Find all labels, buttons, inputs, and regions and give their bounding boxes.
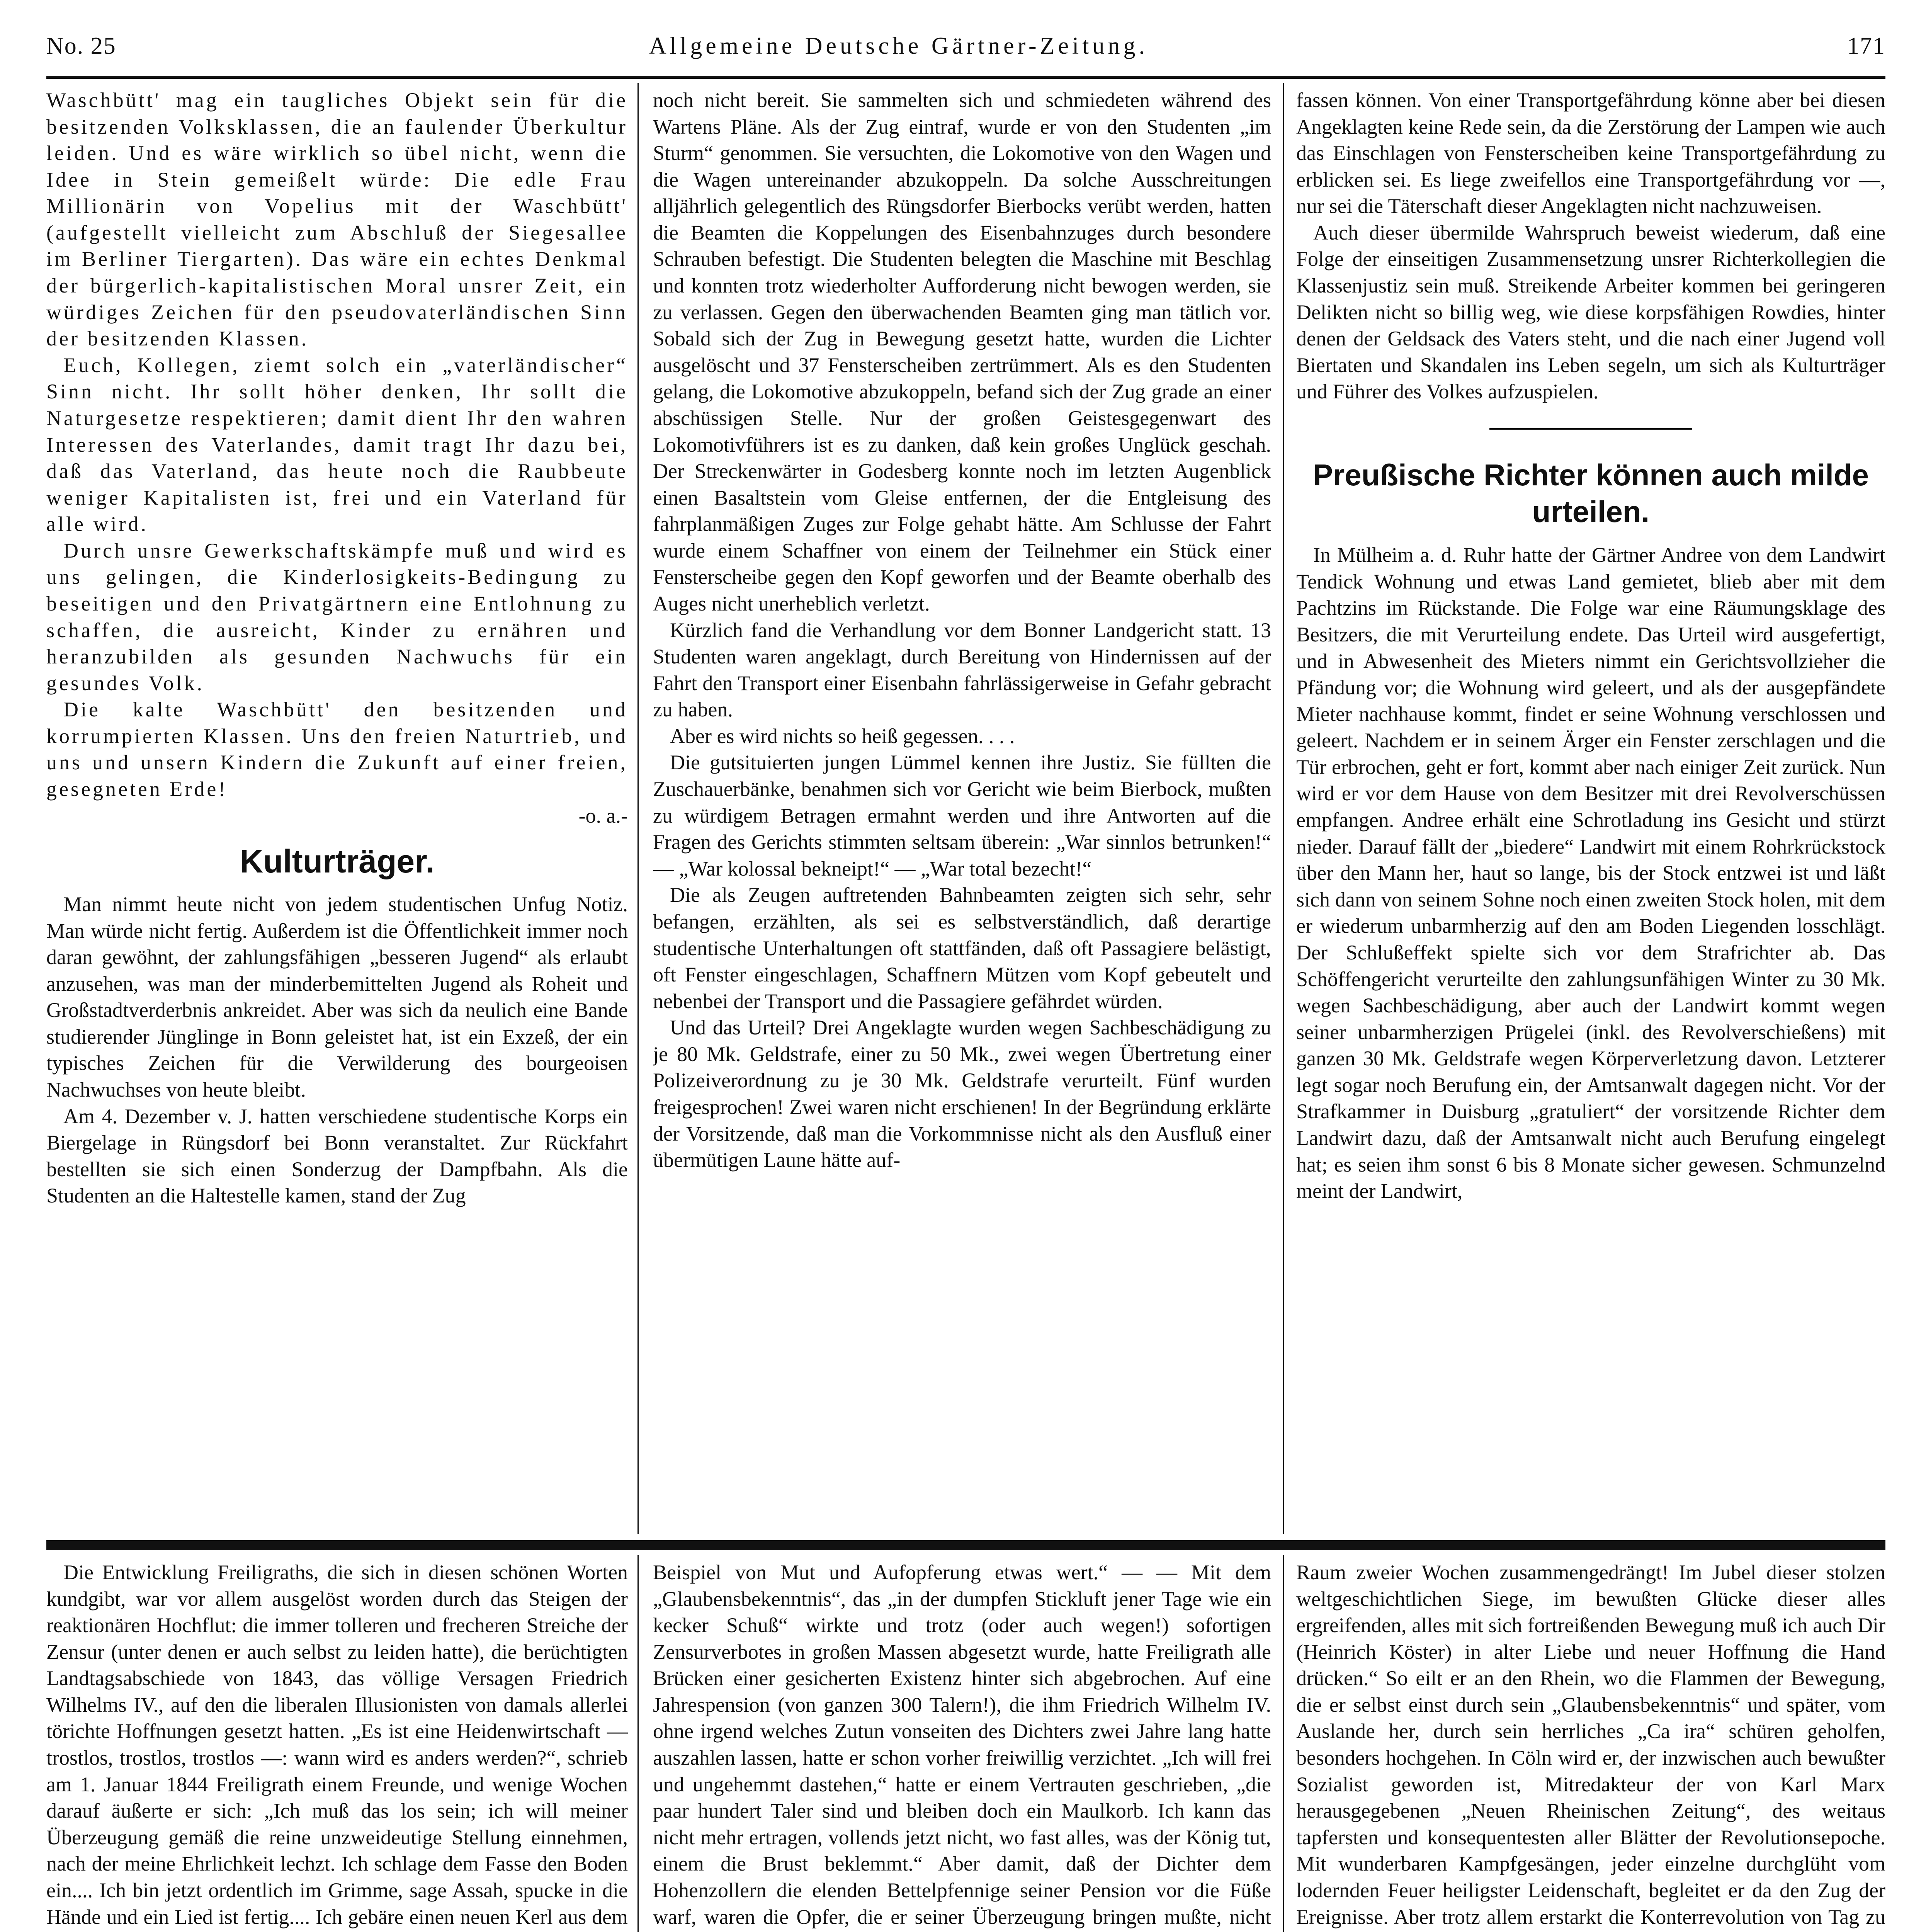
paragraph: Auch dieser übermilde Wahrspruch beweist wiederum, daß eine Folge der einseitigen Zusammensetzung unsrer Richterkollegien die Klassenjustiz sein muß. Streikende Arbeiter kommen bei geringeren Delikten nicht so billig weg, wie diese korpsfähigen Rowdies, hinter denen der Geldsack des Vaters steht, und die nach einer Jugend voll Biertaten und Skandalen ins Leben segeln, um sich als Kulturträger und Führer des Volkes aufzuspielen. [1296, 221, 1885, 403]
paragraph: Raum zweier Wochen zusammengedrängt! Im Jubel dieser stolzen weltgeschichtlichen Siege, im bewußten Glücke dieser alles ergreifenden, alles mit sich fortreißenden Bewegung muß ich auch Dir (Heinrich Köster) in alter Liebe und neuer Hoffnung die Hand drücken.“ So eilt er an den Rhein, wo die Flammen der Bewegung, die er selbst einst durch sein „Glaubensbekenntnis“ und später, vom Auslande her, durch sein herrliches „Ca ira“ schüren geholfen, besonders hochgehen. In Cöln wird er, der inzwischen auch bewußter Sozialist geworden ist, Mitredakteur der von Karl Marx herausgegebenen „Neuen Rheinischen Zeitung“, des weitaus tapfersten und konsequentesten aller Blätter der Revolutionsepoche. Mit wunderbaren Kampfgesängen, jeder einzelne durchglüht vom lodernden Feuer heiligster Leidenschaft, begleitet er da den Zug der Ereignisse. Aber trotz allem erstarkt die Konterrevolution von Tag zu [1296, 1561, 1885, 1929]
paragraph: In Mülheim a. d. Ruhr hatte der Gärtner Andree von dem Landwirt Tendick Wohnung und etwas Land gemietet, blieb aber mit dem Pachtzins im Rückstande. Die Folge war eine Räumungsklage des Besitzers, die mit Verurteilung endete. Das Urteil wird ausgefertigt, und in Abwesenheit des Mieters nimmt ein Gerichtsvollzieher die Pfändung vor; die Wohnung wird geleert, und als der ausgepfändete Mieter nachhause kommt, findet er seine Wohnung verschlossen und geleert. Nachdem er in seinem Ärger ein Fenster zerschlagen und die Tür erbrochen, geht er fort, kommt aber nach einiger Zeit zurück. Nun wird er vor dem Hause von dem Besitzer mit drei Revolverschüssen empfangen. Andree erhält eine Schrotladung ins Gesicht und stürzt nieder. Darauf fällt der „biedere“ Landwirt mit einem Rohrkrückstock über den Mann her, haut so lange, bis der Stock entzwei ist und läßt sich dann von seinem Sohne noch einen zweiten Stock holen, mit dem er wiederum unbarmherzig auf den am Boden Liegenden losschlägt. Der Schlußeffekt spielte sich vor dem Strafrichter ab. Das Schöffengericht verurteilte den zahlungsunfähigen Winter zu 30 Mk. wegen Sachbeschädigung, aber auch der Landwirt kommt wegen seiner unbarmherzigen Prügelei (inkl. des Revolverschießens) mit ganzen 30 Mk. Geldstrafe wegen Körperverletzung davon. Letzterer legt sogar noch Berufung ein, der Amtsanwalt dagegen nicht. Vor der Strafkammer in Duisburg „gratuliert“ der vorsitzende Richter dem Landwirt dazu, daß der Amtsanwalt nicht auch Berufung eingelegt hat; es seien ihm sonst 6 bis 8 Monate sicher gewesen. Schmunzelnd meint der Landwirt, [1296, 543, 1885, 1203]
paragraph: Die gutsituierten jungen Lümmel kennen ihre Justiz. Sie füllten die Zuschauerbänke, benahmen sich vor Gericht wie beim Bierbock, mußten zu würdigem Betragen ermahnt werden und ihre Antworten auf die Fragen des Gerichts stimmten seltsam überein: „War sinnlos betrunken!“ — „War kolossal bekneipt!“ — „War total bezecht!“ [653, 751, 1271, 880]
article-column [1296, 87, 1885, 1534]
page-header [46, 32, 1885, 75]
paragraph: Kürzlich fand die Verhandlung vor dem Bonner Landgericht statt. 13 Studenten waren angeklagt, durch Bereitung von Hindernissen auf der Fahrt den Transport einer Eisenbahn fahrlässigerweise in Gefahr gebracht zu haben. [653, 618, 1271, 721]
paragraph: Aber es wird nichts so heiß gegessen. . . . [670, 724, 1015, 748]
paragraph: Man nimmt heute nicht von jedem studentischen Unfug Notiz. Man würde nicht fertig. Außerdem ist die Öffentlichkeit immer noch daran gewöhnt, der zahlungsfähigen „besseren Jugend“ als erlaubt anzusehen, was man der minderbemittelten Jugend als Roheit und Großstadtverderbnis ankreidet. Aber was sich da neulich eine Bande studierender Jünglinge in Bonn geleistet hat, ist ein Exzeß, der ein typisches Zeichen für die Verwilderung des bourgeoisen Nachwuchses von heute bleibt. [46, 892, 628, 1102]
column-rule [1283, 83, 1284, 1534]
paragraph: Beispiel von Mut und Aufopferung etwas wert.“ — — Mit dem „Glaubensbekenntnis“, das „in der dumpfen Stickluft jener Tage wie ein kecker Schuß“ wirkte und trotz (oder auch wegen!) sofortigen Zensurverbotes in großen Massen abgesetzt wurde, hatte Freiligrath alle Brücken einer gesicherten Existenz hinter sich abgebrochen. Auf eine Jahrespension (von ganzen 300 Talern!), die ihm Friedrich Wilhelm IV. ohne irgend welches Zutun vonseiten des Dichters zwei Jahre lang hatte auszahlen lassen, hatte er schon vorher freiwillig verzichtet. „Ich will frei und ungehemmt dastehen,“ hatte er einem Vertrauten geschrieben, „die paar hundert Taler sind und bleiben doch ein Maulkorb. Ich kann das nicht mehr ertragen, vollends jetzt nicht, wo fast alles, was der König tut, einem die Brust beklemmt.“ Aber damit, daß der Dichter dem Hohenzollern die elenden Bettelpfennige seiner Pension vor die Füße warf, waren die Opfer, die er seiner Überzeugung bringen mußte, nicht [653, 1561, 1271, 1929]
column-rule [637, 83, 639, 1534]
paragraph: Die Entwicklung Freiligraths, die sich in diesen schönen Worten kundgibt, war vor allem ausgelöst worden durch das Steigen der reaktionären Hochflut: die immer tolleren und frecheren Streiche der Zensur (unter denen er auch selbst zu leiden hatte), die berüchtigten Landtagsabschiede von 1843, das völlige Versagen Friedrich Wilhelms IV., auf den die liberalen Illusionisten von damals allerlei törichte Hoffnungen gesetzt hatten. „Es ist eine Heidenwirtschaft — trostlos, trostlos, trostlos —: wann wird es anders werden?“, schrieb am 1. Januar 1844 Freiligrath einem Freunde, und wenige Wochen darauf äußerte er sich: „Ich muß das los sein; ich will meiner Überzeugung gemäß die reine unzweideutige Stellung einnehmen, nach der meine Ehrlichkeit lechzt. Ich schlage dem Fasse den Boden ein.... Ich bin jetzt ordentlich im Grimme, sage Assah, spucke in die Hände und ein Lied ist fertig.... Ich gebäre einen neuen Kerl aus dem [46, 1561, 628, 1929]
feuilleton-column [653, 1559, 1271, 1932]
column-rule [1283, 1555, 1284, 1932]
feuilleton-column [1296, 1559, 1885, 1932]
paragraph: Die als Zeugen auftretenden Bahnbeamten zeigten sich sehr, sehr befangen, erzählten, als sei es selbstverständlich, daß derartige studentische Unterhaltungen oft stattfänden, daß oft Passagiere belästigt, oft Fenster eingeschlagen, Schaffnern Mützen vom Kopf gebeutelt und nebenbei der Transport und die Passagiere gefährdet würden. [653, 883, 1271, 1013]
article-heading: Preußische Richter können auch milde urteilen. [1312, 457, 1869, 529]
section-rule [46, 1540, 1885, 1550]
section-divider [1489, 405, 1692, 430]
paragraph: Am 4. Dezember v. J. hatten verschiedene studentische Korps ein Biergelage in Rüngsdorf bei Bonn veranstaltet. Zur Rückfahrt bestellten sie sich einen Sonderzug der Dampfbahn. Als die Studenten an die Haltestelle kamen, stand der Zug [46, 1104, 628, 1208]
article-heading: Kulturträger. [240, 843, 435, 880]
paragraph: Die kalte Waschbütt' den besitzenden und korrumpierten Klassen. Uns den freien Naturtrieb, und uns und unsern Kindern die Zukunft auf einer freien, gesegneten Erde! [46, 698, 628, 801]
paragraph: noch nicht bereit. Sie sammelten sich und schmiedeten während des Wartens Pläne. Als der Zug eintraf, wurde er von den Studenten „im Sturm“ genommen. Sie versuchten, die Lokomotive von den Wagen und die Wagen untereinander abzukoppeln. Da solche Ausschreitungen alljährlich gelegentlich des Rüngsdorfer Bierbocks verübt werden, hatten die Beamten die Koppelungen des Eisenbahnzuges durch besondere Schrauben befestigt. Die Studenten belegten die Maschine mit Beschlag und konnten trotz wiederholter Aufforderung nicht bewogen werden, sie zu verlassen. Gegen den überwachenden Beamten ging man tätlich vor. Sobald sich der Zug in Bewegung gesetzt hatte, wurden die Lichter ausgelöscht und 37 Fensterscheiben zertrümmert. Als es den Studenten gelang, die Lokomotive abzukoppeln, befand sich der Zug grade an einer abschüssigen Stelle. Nur der großen Geistesgegenwart des Lokomotivführers ist es zu danken, daß kein großes Unglück geschah. Der Streckenwärter in Godesberg konnte noch im letzten Augenblick einen Basaltstein vom Gleise entfernen, der die Entgleisung des fahrplanmäßigen Zuges zur Folge gehabt hätte. Am Schlusse der Fahrt wurde einem Schaffner von einem der Teilnehmer ein Stück einer Fensterscheibe gegen den Kopf geworfen und der Beamte oberhalb des Auges nicht unerheblich verletzt. [653, 88, 1271, 615]
paragraph: Und das Urteil? Drei Angeklagte wurden wegen Sachbeschädigung zu je 80 Mk. Geldstrafe, einer zu 50 Mk., zwei wegen Übertretung einer Polizeiverordnung zu je 30 Mk. Geldstrafe verurteilt. Fünf wurden freigesprochen! Zwei waren nicht erschienen! In der Begründung erklärte der Vorsitzende, daß man die Vorkommnisse nicht als den Ausfluß einer übermütigen Laune hätte auf- [653, 1016, 1271, 1172]
paragraph: Waschbütt' mag ein taugliches Objekt sein für die besitzenden Volksklassen, die an faulender Überkultur leiden. Und es wäre wirklich so übel nicht, wenn die Idee in Stein gemeißelt würde: Die edle Frau Millionärin von Vopelius mit der Waschbütt' (aufgestellt vielleicht zum Abschluß der Siegesallee im Berliner Tiergarten). Das wäre ein echtes Denkmal der bürgerlich-kapitalistischen Moral unsrer Zeit, ein würdiges Zeichen für den pseudovaterländischen Sinn der besitzenden Klassen. [46, 88, 628, 350]
paragraph: Euch, Kollegen, ziemt solch ein „vaterländischer“ Sinn nicht. Ihr sollt höher denken, Ihr sollt die Naturgesetze respektieren; damit dient Ihr den wahren Interessen des Vaterlandes, damit tragt Ihr dazu bei, daß das Vaterland, das heute noch die Raubbeute weniger Kapitalisten ist, frei und ein Vaterland für alle wird. [46, 353, 628, 536]
issue-number: No. 25 [46, 33, 116, 59]
article-column [46, 87, 628, 1534]
author-signature: -o. a.- [578, 804, 628, 827]
paragraph: fassen können. Von einer Transportgefährdung könne aber bei diesen Angeklagten keine Rede sein, da die Zerstörung der Lampen wie auch das Einschlagen von Fensterscheiben keine Transportgefährdung zu erblicken sei. Es liege zweifellos eine Transportgefährdung vor —, nur sei die Täterschaft dieser Angeklagten nicht nachzuweisen. [1296, 88, 1885, 218]
article-column [653, 87, 1271, 1534]
page-number: 171 [1847, 33, 1885, 59]
column-rule [637, 1555, 639, 1932]
header-rule [46, 76, 1885, 79]
feuilleton-column [46, 1559, 628, 1932]
newspaper-title: Allgemeine Deutsche Gärtner-Zeitung. [649, 33, 1148, 59]
spacer [1296, 530, 1885, 542]
paragraph: Durch unsre Gewerkschaftskämpfe muß und wird es uns gelingen, die Kinderlosigkeits-Bedingung zu beseitigen und den Privatgärtnern eine Entlohnung zu schaffen, die ausreicht, Kinder zu ernähren und heranzubilden als gesunden Nachwuchs für ein gesundes Volk. [46, 539, 628, 695]
